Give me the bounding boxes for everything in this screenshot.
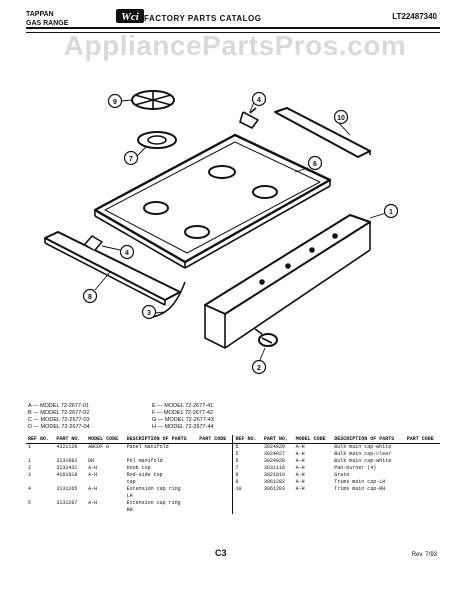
table-cell <box>233 493 262 500</box>
model-entry: E — MODEL 72-2677-41 <box>152 403 214 409</box>
table-cell <box>332 493 405 500</box>
table-cell: Bulk main cap-white <box>334 458 392 464</box>
table-cell: 3024027 <box>263 451 285 457</box>
table-cell: Panel manifold <box>126 444 169 450</box>
table-cell <box>54 451 86 458</box>
parts-table-body <box>26 444 440 515</box>
table-cell: 6 <box>233 458 262 465</box>
parts-table-header <box>26 435 440 444</box>
table-cell <box>262 500 294 507</box>
table-cell <box>54 507 86 514</box>
table-cell: 4321120 <box>56 444 78 450</box>
table-cell: 3131265 <box>56 486 78 492</box>
table-cell: 4 <box>28 486 32 492</box>
col-model-code-2: MODEL CODE <box>294 435 333 444</box>
table-cell: 3061283 <box>263 486 285 492</box>
table-cell <box>197 465 233 472</box>
table-cell <box>125 451 198 458</box>
table-cell: A-H <box>88 500 98 506</box>
table-row <box>26 465 440 472</box>
col-ref-no-2: REF NO. <box>233 435 262 444</box>
grate <box>132 91 174 109</box>
table-cell <box>54 479 86 486</box>
table-cell: A-H <box>295 444 305 450</box>
table-cell <box>86 451 125 458</box>
col-part-code: PART CODE <box>197 435 233 444</box>
table-cell: 10 <box>233 486 262 493</box>
table-cell: 3131082 <box>56 458 78 464</box>
table-cell <box>405 465 440 472</box>
table-cell <box>26 507 54 514</box>
table-row <box>26 493 440 500</box>
table-cell <box>294 507 333 514</box>
revision: Rev. 7/93 <box>411 552 437 558</box>
table-cell: 5 <box>28 500 32 506</box>
col-part-no: PART NO. <box>54 435 86 444</box>
page-code: C3 <box>215 548 227 558</box>
col-description: DESCRIPTION OF PARTS <box>125 435 198 444</box>
table-cell: 2 <box>28 465 32 471</box>
table-cell: RH <box>126 507 133 513</box>
callout-label-9: 9 <box>113 99 117 106</box>
table-cell <box>294 500 333 507</box>
table-cell: Pan-burner (4) <box>334 465 377 471</box>
callout-label-6: 6 <box>313 161 317 168</box>
callout-label-10: 10 <box>337 115 345 122</box>
table-cell: 1 <box>28 444 32 450</box>
table-cell: 3061282 <box>263 479 285 485</box>
callout-label-8: 8 <box>88 294 92 301</box>
table-cell <box>197 500 233 507</box>
table-cell <box>405 500 440 507</box>
table-cell: Grate <box>334 472 350 478</box>
callout-label-2: 2 <box>257 365 261 372</box>
table-cell: 4161618 <box>56 472 78 478</box>
table-cell <box>26 479 54 486</box>
table-row <box>26 507 440 514</box>
table-cell <box>294 493 333 500</box>
table-cell: 3031118 <box>263 465 285 471</box>
table-cell <box>197 479 233 486</box>
table-cell: Extension cap ring <box>126 500 181 506</box>
table-cell: 5 <box>233 444 262 452</box>
table-row <box>26 486 440 493</box>
table-cell: ABCDF G <box>88 444 110 450</box>
model-entry: B — MODEL 72-2677-02 <box>28 410 90 416</box>
table-cell: A-H <box>88 486 98 492</box>
table-row <box>26 444 440 452</box>
table-cell <box>26 451 54 458</box>
table-cell <box>86 507 125 514</box>
table-cell <box>197 507 233 514</box>
table-cell: A-H <box>295 486 305 492</box>
callout-label-7: 7 <box>129 156 133 163</box>
table-cell <box>197 472 233 479</box>
table-cell <box>405 458 440 465</box>
table-cell: Extension cap ring <box>126 486 181 492</box>
table-cell <box>86 479 125 486</box>
table-row <box>26 451 440 458</box>
watermark: AppliancePartsPros.com <box>63 30 407 61</box>
callout-label-3: 3 <box>147 310 151 317</box>
table-cell: A-H <box>295 472 305 478</box>
table-cell <box>332 500 405 507</box>
table-cell: Knob top <box>126 465 151 471</box>
table-cell: Pnl manifold <box>126 458 163 464</box>
table-cell: DH <box>88 458 95 464</box>
model-entry: H — MODEL 72-2677-44 <box>152 424 214 430</box>
burner-pan <box>138 132 176 148</box>
callout-label-4: 4 <box>125 250 129 257</box>
table-row <box>26 472 440 479</box>
table-cell: 3024028 <box>263 458 285 464</box>
col-part-code-2: PART CODE <box>405 435 440 444</box>
table-cell <box>197 451 233 458</box>
table-cell: A-H <box>88 465 98 471</box>
table-cell <box>405 507 440 514</box>
table-cell: A-H <box>295 479 305 485</box>
table-cell <box>233 500 262 507</box>
callout-label-4b: 4 <box>257 97 261 104</box>
col-description-2: DESCRIPTION OF PARTS <box>332 435 405 444</box>
table-cell: 8 <box>233 472 262 479</box>
table-cell <box>197 458 233 465</box>
table-cell <box>233 507 262 514</box>
table-cell <box>197 486 233 493</box>
callout-label-1: 1 <box>389 209 393 216</box>
table-cell <box>197 444 233 452</box>
model-entry: C — MODEL 72-2677-03 <box>28 417 90 423</box>
table-cell: 3131267 <box>56 500 78 506</box>
catalog-number: LT22487340 <box>392 12 437 21</box>
model-legend-col-right <box>152 403 262 431</box>
svg-text:Wci: Wci <box>121 11 139 23</box>
table-cell <box>86 493 125 500</box>
col-part-no-2: PART NO. <box>262 435 294 444</box>
model-entry: A — MODEL 72-2677-01 <box>28 403 89 409</box>
table-cell <box>262 493 294 500</box>
table-cell <box>332 507 405 514</box>
table-cell: 3131431 <box>56 465 78 471</box>
table-cell <box>197 493 233 500</box>
table-cell: 5 <box>233 451 262 458</box>
catalog-title: FACTORY PARTS CATALOG <box>144 14 262 23</box>
table-cell <box>405 486 440 493</box>
table-cell: Bulk main cap-white <box>334 444 392 450</box>
table-cell: 9 <box>233 479 262 486</box>
product-name: GAS RANGE <box>26 20 69 27</box>
table-cell: 1 <box>28 458 32 464</box>
model-entry: G — MODEL 72-2677-43 <box>152 417 214 423</box>
model-entry: D — MODEL 72-2677-04 <box>28 424 90 430</box>
table-cell: 7 <box>233 465 262 472</box>
col-model-code: MODEL CODE <box>86 435 125 444</box>
table-row <box>26 458 440 465</box>
rear-trim <box>275 108 370 157</box>
table-cell <box>26 493 54 500</box>
table-cell: 3 <box>28 472 32 478</box>
table-cell <box>405 479 440 486</box>
table-cell: Rod-side top <box>126 472 163 478</box>
brand-name: TAPPAN <box>26 11 54 18</box>
table-row <box>26 479 440 486</box>
table-cell: A-H <box>295 465 305 471</box>
table-cell <box>262 507 294 514</box>
table-cell: Trims main cap-RH <box>334 486 386 492</box>
table-cell: Trims main cap-LH <box>334 479 386 485</box>
table-cell <box>54 493 86 500</box>
bracket-small <box>240 108 258 128</box>
table-cell: A-H <box>295 458 305 464</box>
model-legend-col-left <box>28 403 138 431</box>
table-cell: 3021010 <box>263 472 285 478</box>
table-cell: LH <box>126 493 133 499</box>
table-cell: A-H <box>295 451 305 457</box>
table-cell: A-H <box>88 472 98 478</box>
table-cell <box>405 444 440 452</box>
table-cell <box>405 472 440 479</box>
table-row <box>26 500 440 507</box>
table-cell: 3024020 <box>263 444 285 450</box>
table-cell: cap <box>126 479 136 485</box>
parts-table <box>26 435 440 514</box>
knob <box>255 329 277 346</box>
table-cell <box>405 451 440 458</box>
table-cell: Bulk main cap-clear <box>334 451 392 457</box>
table-cell <box>405 493 440 500</box>
col-ref-no: REF NO. <box>26 435 54 444</box>
model-entry: F — MODEL 72-2677-42 <box>152 410 213 416</box>
